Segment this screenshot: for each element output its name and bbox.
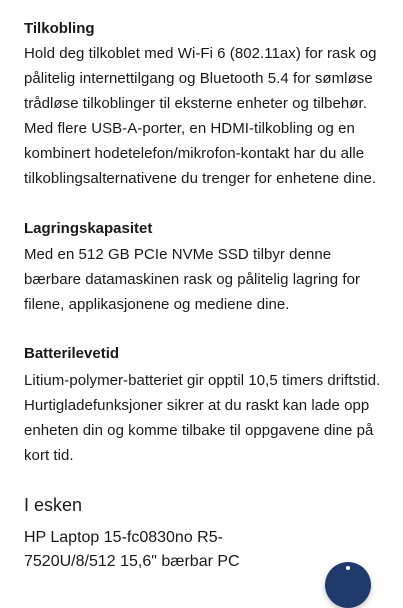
section-body-batterilevetid: Litium-polymer-batteriet gir opptil 10,5 timers driftstid. Hurtigladefunksjoner sikrer at du raskt kan lade opp enheten din og komme tilbake til oppgavene dine på kort tid. [24, 372, 381, 464]
section-title-tilkobling: Tilkobling [24, 20, 95, 37]
section-title-lagringskapasitet: Lagringskapasitet [24, 220, 153, 237]
section-body-tilkobling: Hold deg tilkoblet med Wi-Fi 6 (802.11ax) for rask og pålitelig internettilgang og Bluetooth 5.4 for sømløse trådløse tilkoblinger til eksterne enheter og tilbehør. Med flere USB-A-porter, en HDMI-tilkobling og en kombinert hodetelefon/mikrofon-kontakt har du alle tilkoblingsalternativene du trenger for enhetene dine. [24, 45, 377, 187]
section-title-batterilevetid: Batterilevetid [24, 345, 120, 362]
in-box-heading: I esken [24, 495, 83, 515]
in-box-item: HP Laptop 15-fc0830no R5-7520U/8/512 15,6" bærbar PC [24, 529, 240, 570]
section-body-lagringskapasitet: Med en 512 GB PCIe NVMe SSD tilbyr denne bærbare datamaskinen rask og pålitelig lagring for filene, applikasjonene og mediene dine. [24, 246, 361, 313]
accessibility-button[interactable] [325, 562, 371, 608]
